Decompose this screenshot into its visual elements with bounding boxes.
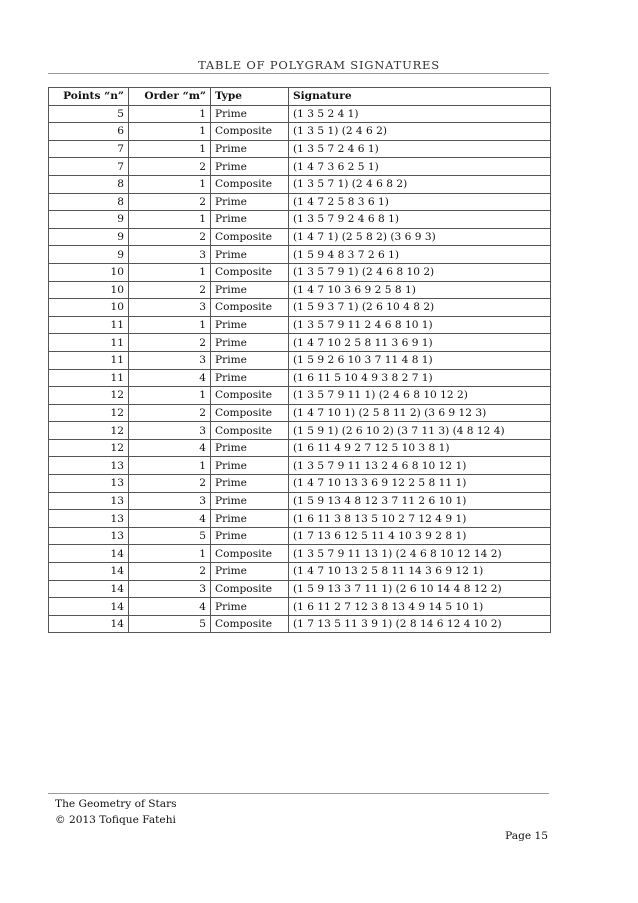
cell-points: 11: [49, 334, 129, 352]
table-row: [49, 492, 551, 510]
cell-type: Composite: [211, 263, 289, 281]
table-row: [49, 580, 551, 598]
cell-signature: (1 3 5 7 9 11 13 2 4 6 8 10 12 1): [289, 457, 551, 475]
cell-points: 14: [49, 580, 129, 598]
cell-type: Prime: [211, 105, 289, 123]
cell-signature: (1 3 5 7 1) (2 4 6 8 2): [289, 175, 551, 193]
table-row: [49, 563, 551, 581]
cell-type: Composite: [211, 228, 289, 246]
cell-type: Prime: [211, 316, 289, 334]
cell-type: Composite: [211, 580, 289, 598]
cell-order: 2: [129, 193, 211, 211]
cell-points: 5: [49, 105, 129, 123]
table-row: [49, 105, 551, 123]
cell-signature: (1 3 5 7 9 1) (2 4 6 8 10 2): [289, 263, 551, 281]
cell-points: 13: [49, 527, 129, 545]
cell-order: 2: [129, 563, 211, 581]
cell-signature: (1 6 11 3 8 13 5 10 2 7 12 4 9 1): [289, 510, 551, 528]
cell-order: 1: [129, 175, 211, 193]
cell-signature: (1 7 13 6 12 5 11 4 10 3 9 2 8 1): [289, 527, 551, 545]
table-row: [49, 299, 551, 317]
cell-signature: (1 5 9 13 3 7 11 1) (2 6 10 14 4 8 12 2): [289, 580, 551, 598]
cell-signature: (1 4 7 1) (2 5 8 2) (3 6 9 3): [289, 228, 551, 246]
table-row: [49, 211, 551, 229]
cell-order: 1: [129, 387, 211, 405]
cell-points: 6: [49, 123, 129, 141]
cell-type: Prime: [211, 457, 289, 475]
cell-order: 2: [129, 158, 211, 176]
cell-points: 10: [49, 281, 129, 299]
column-header-signature: Signature: [289, 88, 551, 106]
cell-signature: (1 5 9 13 4 8 12 3 7 11 2 6 10 1): [289, 492, 551, 510]
cell-type: Prime: [211, 334, 289, 352]
cell-signature: (1 5 9 3 7 1) (2 6 10 4 8 2): [289, 299, 551, 317]
table-row: [49, 422, 551, 440]
cell-type: Composite: [211, 387, 289, 405]
cell-type: Prime: [211, 193, 289, 211]
cell-points: 12: [49, 439, 129, 457]
cell-points: 13: [49, 510, 129, 528]
cell-type: Prime: [211, 158, 289, 176]
cell-points: 10: [49, 263, 129, 281]
cell-order: 2: [129, 334, 211, 352]
cell-order: 1: [129, 211, 211, 229]
table-row: [49, 510, 551, 528]
cell-type: Composite: [211, 175, 289, 193]
cell-signature: (1 6 11 5 10 4 9 3 8 2 7 1): [289, 369, 551, 387]
cell-order: 2: [129, 404, 211, 422]
cell-signature: (1 4 7 10 2 5 8 11 3 6 9 1): [289, 334, 551, 352]
table-row: [49, 123, 551, 141]
cell-signature: (1 6 11 4 9 2 7 12 5 10 3 8 1): [289, 439, 551, 457]
cell-order: 3: [129, 299, 211, 317]
cell-points: 9: [49, 228, 129, 246]
cell-order: 1: [129, 457, 211, 475]
cell-order: 1: [129, 316, 211, 334]
table-row: [49, 193, 551, 211]
cell-order: 5: [129, 615, 211, 633]
cell-points: 8: [49, 193, 129, 211]
table-row: [49, 140, 551, 158]
cell-order: 3: [129, 351, 211, 369]
cell-points: 9: [49, 246, 129, 264]
column-header-points: Points “n”: [49, 88, 129, 106]
header-divider: [48, 73, 549, 74]
cell-signature: (1 6 11 2 7 12 3 8 13 4 9 14 5 10 1): [289, 598, 551, 616]
cell-type: Prime: [211, 211, 289, 229]
cell-order: 1: [129, 105, 211, 123]
cell-order: 2: [129, 228, 211, 246]
cell-points: 12: [49, 387, 129, 405]
table-row: [49, 158, 551, 176]
cell-order: 4: [129, 510, 211, 528]
cell-signature: (1 7 13 5 11 3 9 1) (2 8 14 6 12 4 10 2): [289, 615, 551, 633]
cell-points: 14: [49, 615, 129, 633]
table-row: [49, 351, 551, 369]
cell-signature: (1 4 7 3 6 2 5 1): [289, 158, 551, 176]
cell-type: Prime: [211, 563, 289, 581]
cell-type: Prime: [211, 439, 289, 457]
cell-order: 4: [129, 439, 211, 457]
cell-points: 11: [49, 369, 129, 387]
cell-signature: (1 3 5 7 9 11 2 4 6 8 10 1): [289, 316, 551, 334]
table-row: [49, 439, 551, 457]
cell-type: Composite: [211, 404, 289, 422]
cell-points: 13: [49, 457, 129, 475]
table-row: [49, 369, 551, 387]
cell-points: 12: [49, 404, 129, 422]
cell-type: Prime: [211, 475, 289, 493]
cell-signature: (1 3 5 7 9 11 13 1) (2 4 6 8 10 12 14 2): [289, 545, 551, 563]
cell-signature: (1 5 9 1) (2 6 10 2) (3 7 11 3) (4 8 12 4): [289, 422, 551, 440]
cell-points: 7: [49, 158, 129, 176]
cell-order: 3: [129, 246, 211, 264]
cell-type: Prime: [211, 369, 289, 387]
table-row: [49, 228, 551, 246]
cell-signature: (1 3 5 7 9 11 1) (2 4 6 8 10 12 2): [289, 387, 551, 405]
cell-type: Composite: [211, 422, 289, 440]
cell-points: 13: [49, 492, 129, 510]
footer-book-title: The Geometry of Stars: [55, 798, 177, 810]
table-row: [49, 598, 551, 616]
cell-type: Prime: [211, 140, 289, 158]
cell-order: 1: [129, 263, 211, 281]
cell-type: Prime: [211, 527, 289, 545]
table-row: [49, 475, 551, 493]
footer-copyright: © 2013 Tofique Fatehi: [55, 814, 176, 826]
cell-points: 12: [49, 422, 129, 440]
cell-points: 14: [49, 545, 129, 563]
table-row: [49, 334, 551, 352]
cell-type: Prime: [211, 492, 289, 510]
cell-points: 7: [49, 140, 129, 158]
cell-order: 1: [129, 140, 211, 158]
table-row: [49, 175, 551, 193]
cell-type: Composite: [211, 123, 289, 141]
footer-divider: [48, 793, 549, 794]
cell-signature: (1 4 7 10 13 2 5 8 11 14 3 6 9 12 1): [289, 563, 551, 581]
cell-signature: (1 3 5 7 9 2 4 6 8 1): [289, 211, 551, 229]
table-row: [49, 281, 551, 299]
cell-order: 5: [129, 527, 211, 545]
column-header-type: Type: [211, 88, 289, 106]
table-row: [49, 246, 551, 264]
cell-points: 10: [49, 299, 129, 317]
cell-signature: (1 4 7 10 3 6 9 2 5 8 1): [289, 281, 551, 299]
cell-type: Prime: [211, 281, 289, 299]
page-title: TABLE OF POLYGRAM SIGNATURES: [198, 58, 440, 72]
cell-type: Composite: [211, 615, 289, 633]
cell-type: Prime: [211, 351, 289, 369]
cell-order: 2: [129, 281, 211, 299]
cell-order: 3: [129, 422, 211, 440]
cell-points: 8: [49, 175, 129, 193]
cell-signature: (1 3 5 7 2 4 6 1): [289, 140, 551, 158]
cell-order: 3: [129, 580, 211, 598]
cell-order: 2: [129, 475, 211, 493]
cell-signature: (1 5 9 2 6 10 3 7 11 4 8 1): [289, 351, 551, 369]
table-row: [49, 387, 551, 405]
cell-type: Composite: [211, 545, 289, 563]
table-row: [49, 545, 551, 563]
cell-points: 9: [49, 211, 129, 229]
polygram-signature-table: [48, 87, 551, 633]
table-body: [49, 105, 551, 633]
page-number: Page 15: [505, 830, 548, 842]
cell-points: 11: [49, 351, 129, 369]
cell-order: 1: [129, 545, 211, 563]
cell-signature: (1 3 5 1) (2 4 6 2): [289, 123, 551, 141]
cell-signature: (1 4 7 10 1) (2 5 8 11 2) (3 6 9 12 3): [289, 404, 551, 422]
cell-type: Composite: [211, 299, 289, 317]
table-row: [49, 263, 551, 281]
cell-type: Prime: [211, 510, 289, 528]
cell-type: Prime: [211, 246, 289, 264]
cell-points: 11: [49, 316, 129, 334]
table-row: [49, 527, 551, 545]
cell-order: 3: [129, 492, 211, 510]
cell-signature: (1 4 7 10 13 3 6 9 12 2 5 8 11 1): [289, 475, 551, 493]
table-row: [49, 457, 551, 475]
column-header-order: Order “m”: [129, 88, 211, 106]
table-row: [49, 404, 551, 422]
cell-signature: (1 4 7 2 5 8 3 6 1): [289, 193, 551, 211]
cell-order: 4: [129, 369, 211, 387]
cell-signature: (1 3 5 2 4 1): [289, 105, 551, 123]
cell-order: 1: [129, 123, 211, 141]
cell-signature: (1 5 9 4 8 3 7 2 6 1): [289, 246, 551, 264]
table-row: [49, 615, 551, 633]
cell-points: 13: [49, 475, 129, 493]
cell-order: 4: [129, 598, 211, 616]
table-header-row: [49, 88, 551, 106]
table-row: [49, 316, 551, 334]
cell-points: 14: [49, 563, 129, 581]
cell-points: 14: [49, 598, 129, 616]
cell-type: Prime: [211, 598, 289, 616]
